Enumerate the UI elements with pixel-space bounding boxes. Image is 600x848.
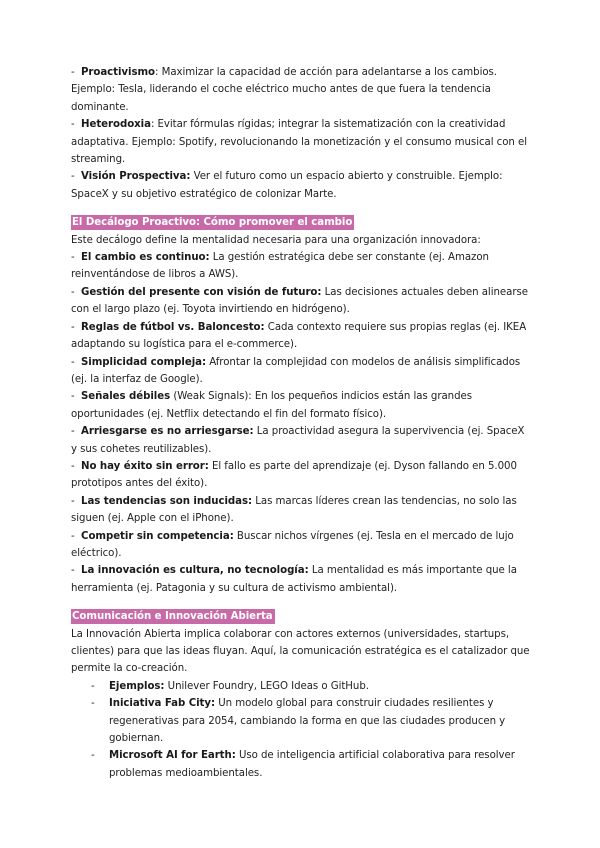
section-intro: La Innovación Abierta implica colaborar con actores externos (universidades, startups, clientes) para que las ideas fluyan. Aquí, la comunicación estratégica es el catalizador que permite la co-creación. — [71, 628, 530, 675]
list-item: - El cambio es continuo: La gestión estratégica debe ser constante (ej. Amazon reinventándose de libros a AWS). — [71, 252, 489, 281]
list-item: - Iniciativa Fab City: Un modelo global para construir ciudades resilientes y regenerativas para 2054, cambiando la forma en que las ciudades producen y gobiernan. — [91, 698, 506, 745]
term-proactivismo: Proactivismo — [81, 67, 155, 78]
list-item: - Las tendencias son inducidas: Las marcas líderes crean las tendencias, no solo las siguen (ej. Apple con el iPhone). — [71, 495, 517, 525]
list-item: - Heterodoxia: Evitar fórmulas rígidas; integrar la sistematización con la creatividad adaptativa. Ejemplo: Spotify, revolucionando la monetización y el consumo musical con el streaming. — [71, 119, 528, 166]
list-item: - Proactivismo: Maximizar la capacidad de acción para adelantarse a los cambios. Ejemplo: Tesla, liderando el coche eléctrico mucho antes de que fuera la tendencia dominante. — [71, 67, 497, 113]
list-item: - Reglas de fútbol vs. Baloncesto: Cada contexto requiere sus propias reglas (ej. IKEA adaptando su logística para el e-commerce). — [71, 321, 527, 351]
section-heading-decalogo: El Decálogo Proactivo: Cómo promover el cambio — [72, 217, 353, 229]
section-intro: Este decálogo define la mentalidad necesaria para una organización innovadora: — [71, 234, 481, 246]
list-item: - No hay éxito sin error: El fallo es parte del aprendizaje (ej. Dyson fallando en 5.000 prototipos antes del éxito). — [71, 460, 517, 490]
list-item: - Microsoft AI for Earth: Uso de inteligencia artificial colaborativa para resolver problemas medioambientales. — [91, 750, 515, 779]
item-text: Ver el futuro como un espacio abierto y construible. Ejemplo: SpaceX y su objetivo estratégico de colonizar Marte. — [71, 171, 503, 200]
item-text: Maximizar la capacidad de acción para adelantarse a los cambios. Ejemplo: Tesla, liderando el coche eléctrico mucho antes de que fuera la tendencia dominante. — [71, 67, 497, 113]
list-item: - Simplicidad compleja: Afrontar la complejidad con modelos de análisis simplificados (ej. la interfaz de Google). — [71, 356, 521, 385]
list-item: - Competir sin competencia: Buscar nichos vírgenes (ej. Tesla en el mercado de lujo eléctrico). — [71, 530, 514, 559]
list-item: - Ejemplos: Unilever Foundry, LEGO Ideas o GitHub. — [91, 680, 369, 692]
section-heading-comunicacion: Comunicación e Innovación Abierta — [72, 611, 273, 623]
list-item: - Visión Prospectiva: Ver el futuro como un espacio abierto y construible. Ejemplo: SpaceX y su objetivo estratégico de colonizar Marte. — [71, 171, 503, 200]
term-heterodoxia: Heterodoxia — [81, 119, 151, 131]
list-item: - Señales débiles (Weak Signals): En los pequeños indicios están las grandes oportunidades (ej. Netflix detectando el fin del formato físico). — [71, 391, 472, 420]
comunicacion-list — [91, 678, 531, 782]
list-item: - La innovación es cultura, no tecnología: La mentalidad es más importante que la herramienta (ej. Patagonia y su cultura de activismo ambiental). — [71, 565, 517, 594]
document-page — [71, 64, 531, 782]
term-vision-prospectiva: Visión Prospectiva: — [81, 171, 191, 183]
intro-list — [71, 64, 531, 203]
list-item: - Arriesgarse es no arriesgarse: La proactividad asegura la supervivencia (ej. SpaceX y sus cohetes reutilizables). — [71, 426, 525, 455]
decalogo-list — [71, 249, 531, 597]
item-text: Evitar fórmulas rígidas; integrar la sistematización con la creatividad adaptativa. Ejemplo: Spotify, revolucionando la monetización y el consumo musical con el streaming. — [71, 119, 528, 166]
list-item: - Gestión del presente con visión de futuro: Las decisiones actuales deben alinearse con el largo plazo (ej. Toyota invirtiendo en hidrógeno). — [71, 286, 528, 316]
